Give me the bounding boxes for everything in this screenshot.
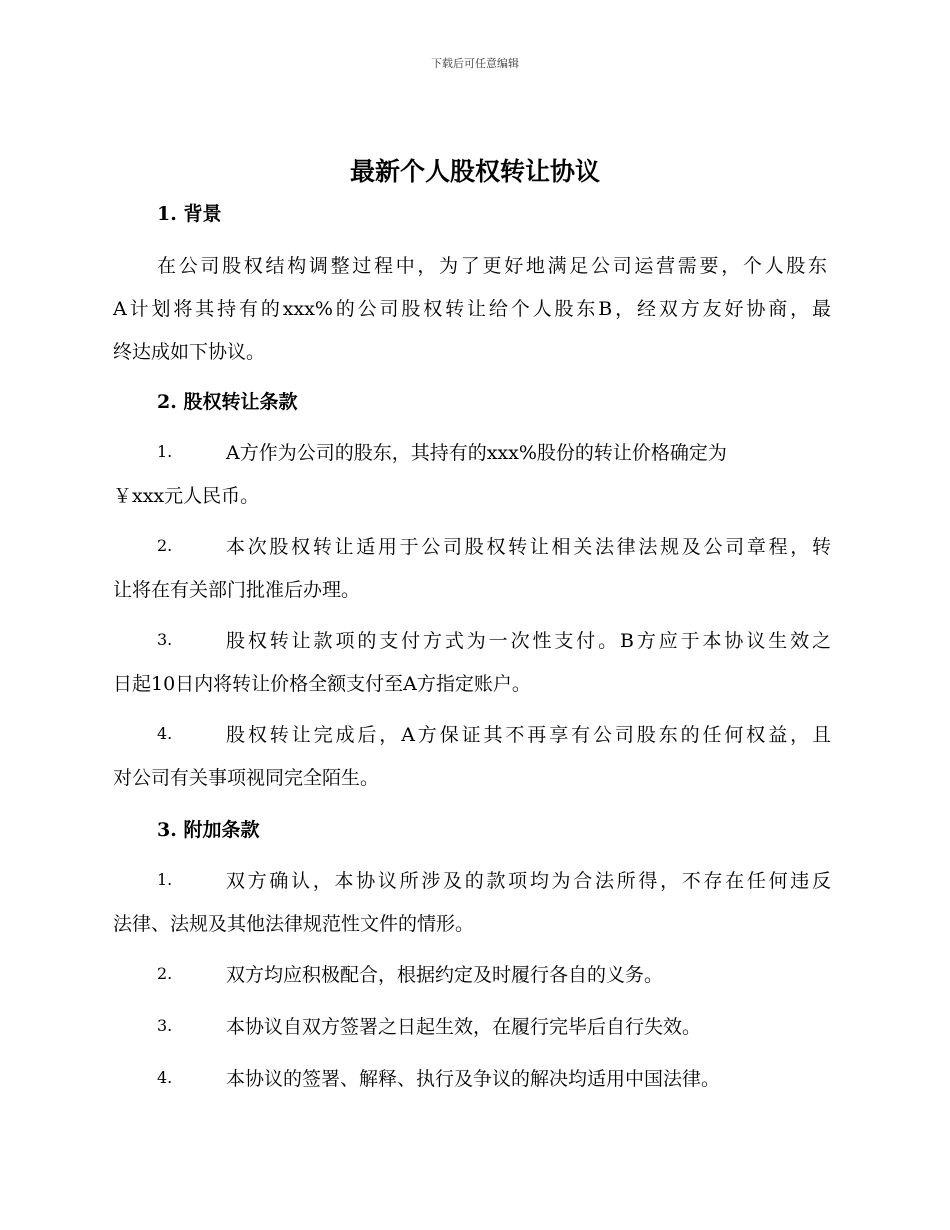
list-item-number: 2.: [157, 536, 173, 555]
list-item-text: 本协议的签署、解释、执行及争议的解决均适用中国法律。: [226, 1068, 721, 1090]
section-heading-additional-terms: 3. 附加条款: [157, 819, 260, 841]
list-item-text-continued: 对公司有关事项视同完全陌生。: [113, 767, 380, 789]
list-item-number: 3.: [157, 1016, 173, 1035]
list-item-number: 1.: [157, 442, 173, 461]
page-header-note: 下载后可任意编辑: [431, 57, 519, 70]
list-item-number: 3.: [157, 630, 173, 649]
list-item-text: 双方均应积极配合，根据约定及时履行各自的义务。: [226, 964, 664, 986]
list-item-text-continued: 日起10日内将转让价格全额支付至A方指定账户。: [113, 673, 531, 695]
paragraph-line: 在公司股权结构调整过程中，为了更好地满足公司运营需要，个人股东: [157, 255, 827, 277]
list-item-text: 股权转让完成后，A方保证其不再享有公司股东的任何权益，且: [226, 724, 831, 746]
list-item-text: 股权转让款项的支付方式为一次性支付。B方应于本协议生效之: [226, 630, 831, 652]
list-item-number: 2.: [157, 964, 173, 983]
list-item-text-continued: 法律、法规及其他法律规范性文件的情形。: [113, 913, 475, 935]
list-item-text: 本次股权转让适用于公司股权转让相关法律法规及公司章程，转: [226, 536, 831, 558]
list-item-number: 4.: [157, 724, 173, 743]
list-item-text-continued: 让将在有关部门批准后办理。: [113, 579, 361, 601]
section-heading-background: 1. 背景: [157, 203, 222, 225]
list-item-text: 双方确认，本协议所涉及的款项均为合法所得，不存在任何违反: [226, 870, 831, 892]
paragraph-line: 终达成如下协议。: [113, 341, 266, 363]
list-item-number: 1.: [157, 870, 173, 889]
list-item-text-continued: ￥xxx元人民币。: [113, 485, 260, 507]
list-item-text: A方作为公司的股东，其持有的xxx%股份的转让价格确定为: [226, 442, 727, 464]
section-heading-transfer-terms: 2. 股权转让条款: [157, 391, 298, 413]
document-title: 最新个人股权转让协议: [349, 157, 600, 186]
paragraph-line: A计划将其持有的xxx%的公司股权转让给个人股东B，经双方友好协商，最: [113, 298, 831, 320]
list-item-number: 4.: [157, 1068, 173, 1087]
list-item-text: 本协议自双方签署之日起生效，在履行完毕后自行失效。: [226, 1016, 702, 1038]
